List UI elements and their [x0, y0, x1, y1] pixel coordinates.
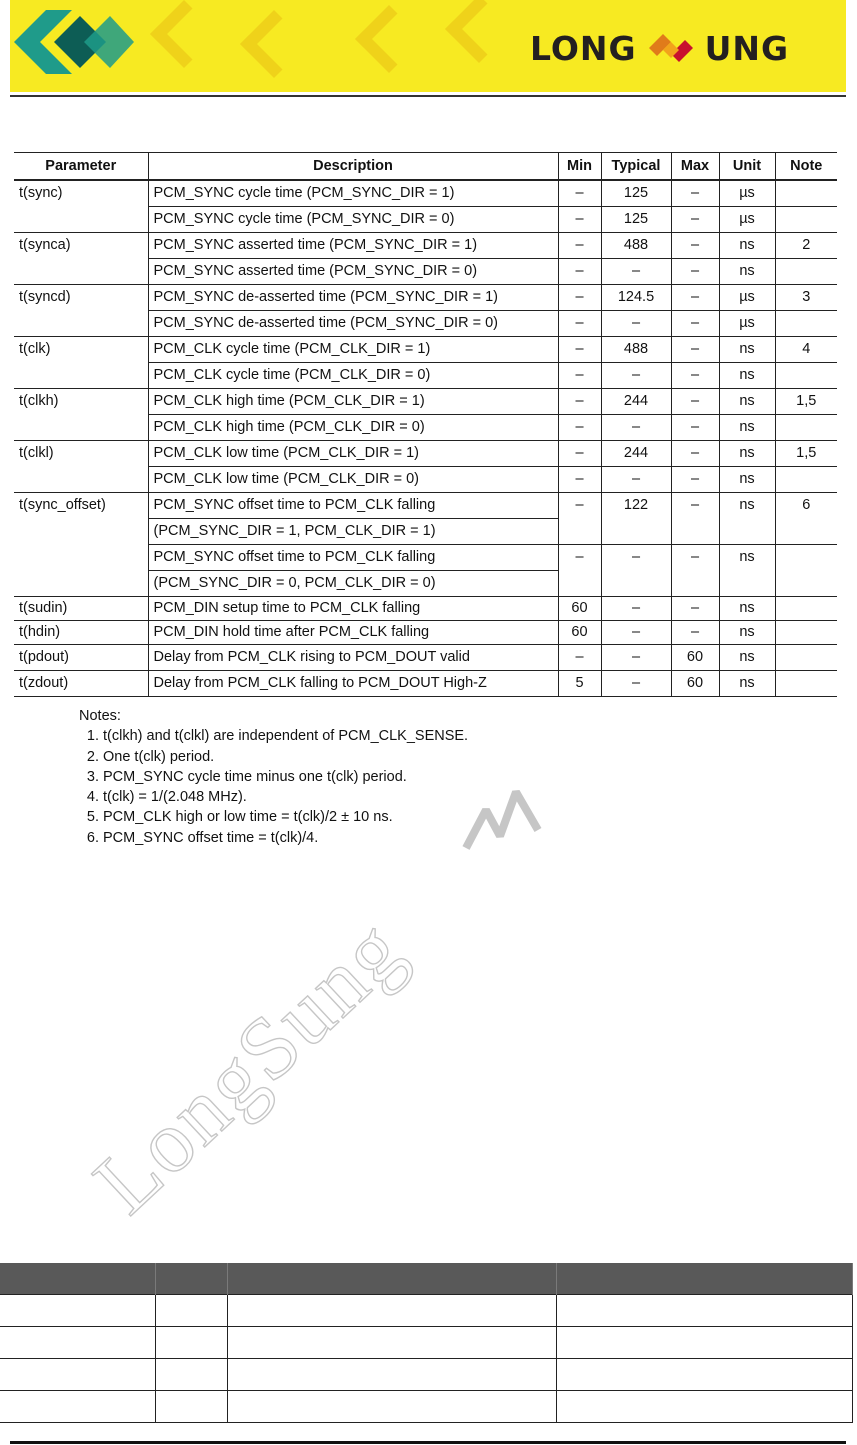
table-row: [14, 597, 837, 621]
note-cell: 4: [775, 337, 837, 363]
blank-header-cell: [155, 1263, 227, 1295]
note-cell: [775, 180, 837, 207]
description-cell: PCM_CLK high time (PCM_CLK_DIR = 0): [148, 415, 558, 441]
note-cell: [775, 645, 837, 671]
unit-cell: ns: [719, 645, 775, 671]
description-cell: PCM_CLK cycle time (PCM_CLK_DIR = 1): [148, 337, 558, 363]
description-cell: PCM_SYNC offset time to PCM_CLK falling: [148, 545, 558, 571]
unit-cell: µs: [719, 180, 775, 207]
min-cell: –: [558, 207, 601, 233]
max-cell: –: [671, 545, 719, 597]
note-cell: [775, 671, 837, 697]
min-cell: –: [558, 233, 601, 259]
min-cell: –: [558, 645, 601, 671]
blank-cell: [0, 1327, 155, 1359]
notes-section: [79, 706, 468, 848]
pcm-timing-table: [14, 152, 837, 697]
unit-cell: µs: [719, 207, 775, 233]
min-cell: 60: [558, 597, 601, 621]
header-banner: [10, 0, 846, 92]
table-row: [14, 621, 837, 645]
blank-cell: [155, 1327, 227, 1359]
note-cell: [775, 207, 837, 233]
table-row: [14, 389, 837, 415]
min-cell: –: [558, 363, 601, 389]
typical-cell: –: [601, 621, 671, 645]
header-description: Description: [148, 153, 558, 181]
typical-cell: –: [601, 363, 671, 389]
param-cell: t(synca): [14, 233, 148, 285]
max-cell: –: [671, 467, 719, 493]
unit-cell: ns: [719, 363, 775, 389]
max-cell: –: [671, 337, 719, 363]
note-item: 5. PCM_CLK high or low time = t(clk)/2 ± 10 ns.: [103, 807, 468, 827]
blank-cell: [0, 1359, 155, 1391]
note-cell: [775, 311, 837, 337]
unit-cell: ns: [719, 441, 775, 467]
typical-cell: 125: [601, 180, 671, 207]
blank-header-cell: [227, 1263, 556, 1295]
note-item: 6. PCM_SYNC offset time = t(clk)/4.: [103, 828, 468, 848]
max-cell: –: [671, 233, 719, 259]
blank-table: [0, 1263, 853, 1423]
blank-header-cell: [556, 1263, 852, 1295]
min-cell: 5: [558, 671, 601, 697]
max-cell: –: [671, 363, 719, 389]
unit-cell: ns: [719, 467, 775, 493]
param-cell: t(clkh): [14, 389, 148, 441]
header-typical: Typical: [601, 153, 671, 181]
description-cell: PCM_CLK high time (PCM_CLK_DIR = 1): [148, 389, 558, 415]
note-cell: 2: [775, 233, 837, 259]
blank-table-row: [0, 1391, 852, 1423]
typical-cell: 244: [601, 441, 671, 467]
typical-cell: –: [601, 545, 671, 597]
note-item: 2. One t(clk) period.: [103, 747, 468, 767]
typical-cell: –: [601, 259, 671, 285]
note-cell: [775, 545, 837, 597]
table-row: [14, 180, 837, 207]
table-row: [14, 645, 837, 671]
unit-cell: ns: [719, 621, 775, 645]
description-cell: PCM_CLK low time (PCM_CLK_DIR = 0): [148, 467, 558, 493]
blank-cell: [155, 1295, 227, 1327]
min-cell: –: [558, 259, 601, 285]
banner-chevron: [240, 10, 308, 78]
max-cell: –: [671, 285, 719, 311]
param-cell: t(pdout): [14, 645, 148, 671]
table-row: [14, 337, 837, 363]
header-min: Min: [558, 153, 601, 181]
max-cell: –: [671, 180, 719, 207]
max-cell: –: [671, 597, 719, 621]
header-max: Max: [671, 153, 719, 181]
note-cell: [775, 467, 837, 493]
min-cell: –: [558, 415, 601, 441]
typical-cell: 488: [601, 233, 671, 259]
unit-cell: ns: [719, 389, 775, 415]
description-cell: PCM_CLK cycle time (PCM_CLK_DIR = 0): [148, 363, 558, 389]
min-cell: –: [558, 285, 601, 311]
blank-table-row: [0, 1327, 852, 1359]
typical-cell: 488: [601, 337, 671, 363]
unit-cell: ns: [719, 233, 775, 259]
footer-rule: [10, 1441, 846, 1444]
min-cell: –: [558, 180, 601, 207]
blank-cell: [155, 1391, 227, 1423]
table-row: [14, 671, 837, 697]
blank-cell: [556, 1359, 852, 1391]
min-cell: –: [558, 467, 601, 493]
typical-cell: –: [601, 597, 671, 621]
note-cell: [775, 415, 837, 441]
brand-logo: [530, 28, 789, 68]
min-cell: –: [558, 311, 601, 337]
note-cell: [775, 259, 837, 285]
blank-cell: [155, 1359, 227, 1391]
unit-cell: µs: [719, 311, 775, 337]
table-row: [14, 285, 837, 311]
table-row: [14, 233, 837, 259]
max-cell: –: [671, 493, 719, 545]
header-note: Note: [775, 153, 837, 181]
blank-cell: [0, 1391, 155, 1423]
unit-cell: µs: [719, 285, 775, 311]
note-cell: 1,5: [775, 389, 837, 415]
typical-cell: –: [601, 311, 671, 337]
unit-cell: ns: [719, 597, 775, 621]
unit-cell: ns: [719, 493, 775, 545]
typical-cell: –: [601, 671, 671, 697]
param-cell: t(sync_offset): [14, 493, 148, 597]
min-cell: –: [558, 545, 601, 597]
unit-cell: ns: [719, 415, 775, 441]
note-cell: [775, 597, 837, 621]
longsung-logo-mark-icon: [14, 2, 134, 92]
max-cell: –: [671, 259, 719, 285]
blank-cell: [556, 1391, 852, 1423]
logo-diamond-icon: [645, 28, 697, 68]
blank-cell: [227, 1391, 556, 1423]
note-cell: [775, 621, 837, 645]
blank-table-row: [0, 1359, 852, 1391]
blank-cell: [227, 1295, 556, 1327]
description-cell: PCM_SYNC asserted time (PCM_SYNC_DIR = 0): [148, 259, 558, 285]
param-cell: t(hdin): [14, 621, 148, 645]
max-cell: –: [671, 207, 719, 233]
typical-cell: 125: [601, 207, 671, 233]
min-cell: –: [558, 389, 601, 415]
description-cell: Delay from PCM_CLK rising to PCM_DOUT valid: [148, 645, 558, 671]
banner-chevron: [355, 5, 423, 73]
blank-header-cell: [0, 1263, 155, 1295]
description-cell: (PCM_SYNC_DIR = 1, PCM_CLK_DIR = 1): [148, 519, 558, 545]
typical-cell: 122: [601, 493, 671, 545]
note-cell: 3: [775, 285, 837, 311]
typical-cell: 124.5: [601, 285, 671, 311]
max-cell: –: [671, 415, 719, 441]
table-row: [14, 441, 837, 467]
max-cell: 60: [671, 671, 719, 697]
logo-text-right: UNG: [704, 28, 790, 68]
notes-list: [79, 726, 468, 848]
blank-table-header: [0, 1263, 852, 1295]
param-cell: t(syncd): [14, 285, 148, 337]
param-cell: t(clk): [14, 337, 148, 389]
param-cell: t(clkl): [14, 441, 148, 493]
blank-cell: [227, 1359, 556, 1391]
notes-title: Notes:: [79, 708, 121, 724]
note-item: 1. t(clkh) and t(clkl) are independent of PCM_CLK_SENSE.: [103, 726, 468, 746]
description-cell: PCM_SYNC cycle time (PCM_SYNC_DIR = 1): [148, 180, 558, 207]
typical-cell: –: [601, 645, 671, 671]
blank-cell: [556, 1327, 852, 1359]
note-cell: 1,5: [775, 441, 837, 467]
logo-text-left: LONG: [530, 28, 637, 68]
unit-cell: ns: [719, 259, 775, 285]
unit-cell: ns: [719, 671, 775, 697]
max-cell: –: [671, 389, 719, 415]
min-cell: –: [558, 493, 601, 545]
banner-chevron: [150, 0, 218, 68]
typical-cell: –: [601, 415, 671, 441]
max-cell: –: [671, 311, 719, 337]
note-item: 3. PCM_SYNC cycle time minus one t(clk) period.: [103, 767, 468, 787]
table-row: [14, 493, 837, 519]
param-cell: t(sudin): [14, 597, 148, 621]
note-item: 4. t(clk) = 1/(2.048 MHz).: [103, 787, 468, 807]
blank-cell: [227, 1327, 556, 1359]
blank-table-row: [0, 1295, 852, 1327]
description-cell: PCM_SYNC de-asserted time (PCM_SYNC_DIR = 1): [148, 285, 558, 311]
typical-cell: –: [601, 467, 671, 493]
banner-chevron: [445, 0, 513, 63]
note-cell: 6: [775, 493, 837, 545]
description-cell: PCM_DIN hold time after PCM_CLK falling: [148, 621, 558, 645]
header-rule: [10, 95, 846, 97]
wm-logo-icon: [458, 770, 548, 855]
blank-cell: [0, 1295, 155, 1327]
description-cell: PCM_DIN setup time to PCM_CLK falling: [148, 597, 558, 621]
description-cell: PCM_SYNC cycle time (PCM_SYNC_DIR = 0): [148, 207, 558, 233]
max-cell: 60: [671, 645, 719, 671]
description-cell: PCM_SYNC offset time to PCM_CLK falling: [148, 493, 558, 519]
min-cell: 60: [558, 621, 601, 645]
description-cell: PCM_SYNC asserted time (PCM_SYNC_DIR = 1): [148, 233, 558, 259]
note-cell: [775, 363, 837, 389]
min-cell: –: [558, 441, 601, 467]
unit-cell: ns: [719, 545, 775, 597]
max-cell: –: [671, 621, 719, 645]
header-parameter: Parameter: [14, 153, 148, 181]
table-body: [14, 180, 837, 697]
description-cell: (PCM_SYNC_DIR = 0, PCM_CLK_DIR = 0): [148, 571, 558, 597]
table-header-row: [14, 153, 837, 181]
param-cell: t(sync): [14, 180, 148, 233]
blank-cell: [556, 1295, 852, 1327]
header-unit: Unit: [719, 153, 775, 181]
max-cell: –: [671, 441, 719, 467]
watermark: LongSung: [76, 900, 423, 1233]
description-cell: PCM_CLK low time (PCM_CLK_DIR = 1): [148, 441, 558, 467]
min-cell: –: [558, 337, 601, 363]
unit-cell: ns: [719, 337, 775, 363]
param-cell: t(zdout): [14, 671, 148, 697]
typical-cell: 244: [601, 389, 671, 415]
description-cell: Delay from PCM_CLK falling to PCM_DOUT High-Z: [148, 671, 558, 697]
description-cell: PCM_SYNC de-asserted time (PCM_SYNC_DIR = 0): [148, 311, 558, 337]
